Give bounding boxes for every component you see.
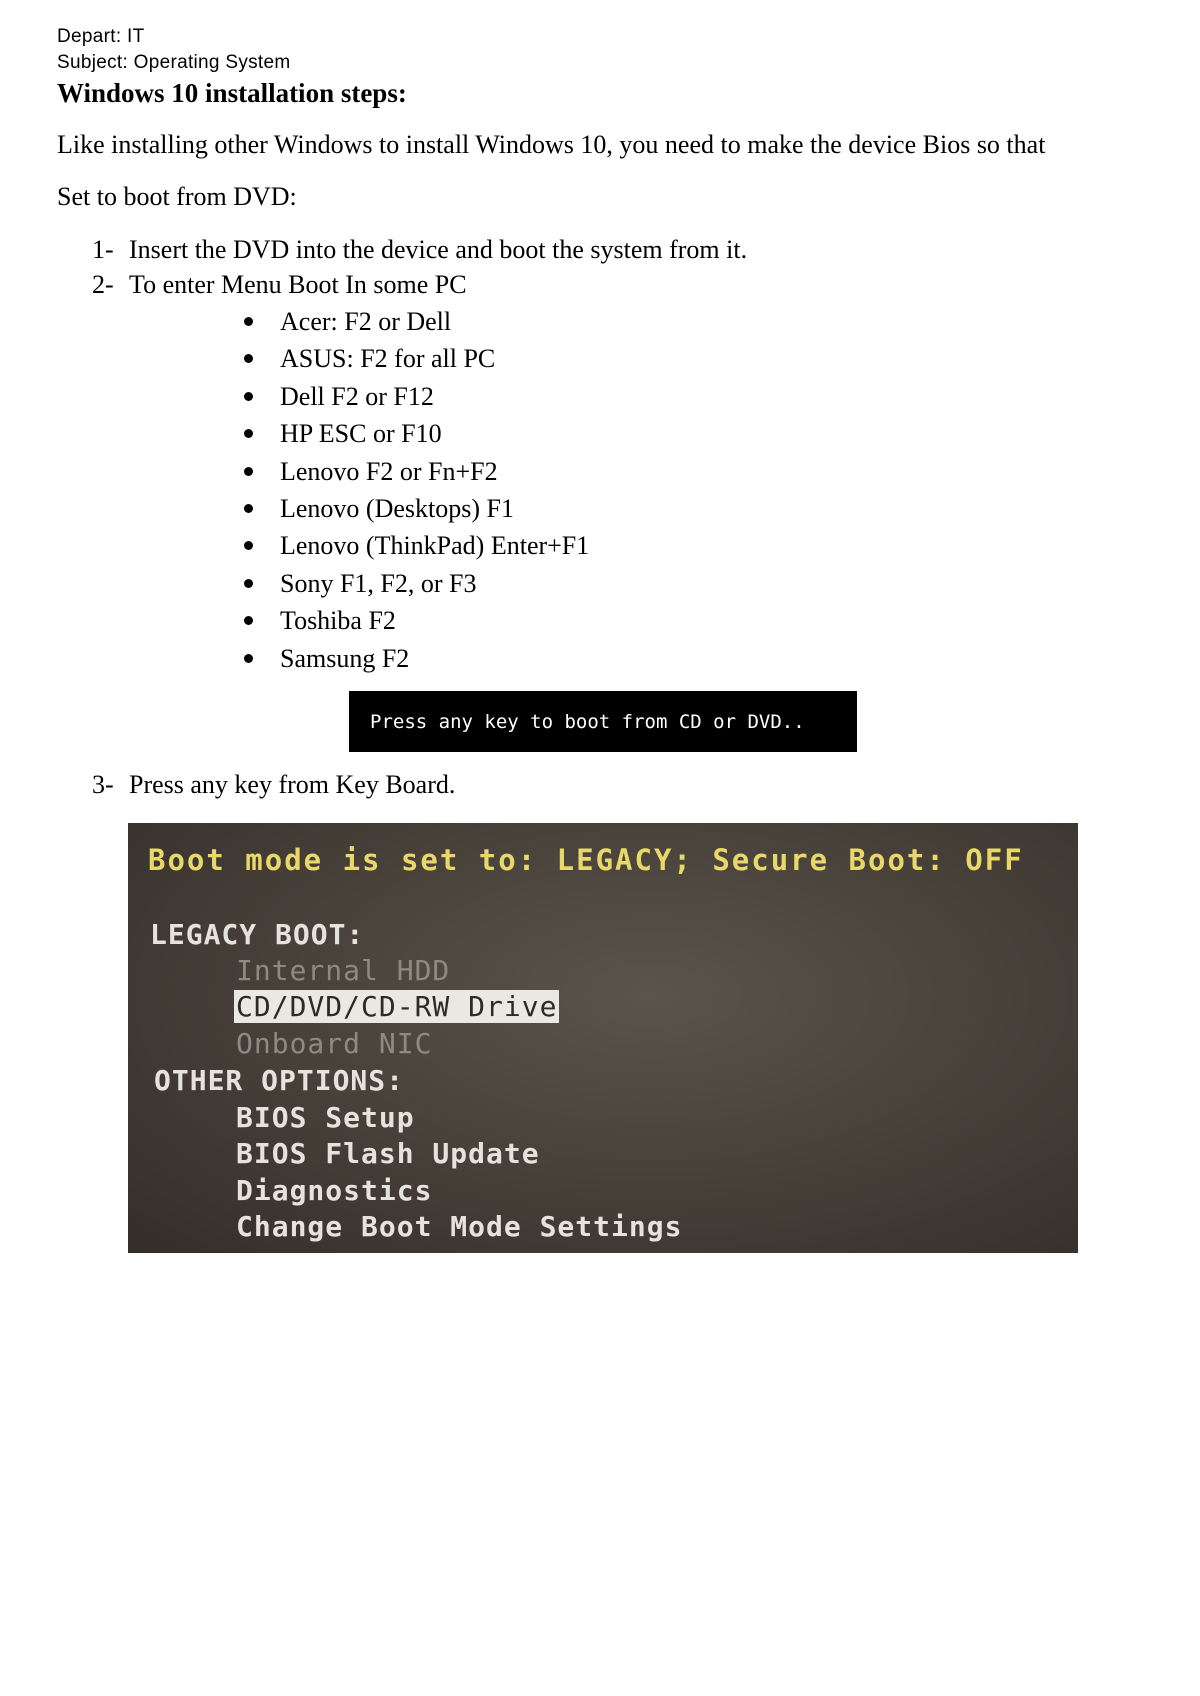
list-item: Dell F2 or F12 [244, 378, 589, 415]
step-text: Insert the DVD into the device and boot the system from it. [129, 235, 748, 264]
step-3 [92, 770, 455, 800]
list-item: ASUS: F2 for all PC [244, 340, 589, 377]
step-1 [92, 235, 747, 265]
step-number: 3- [92, 770, 114, 799]
department-label: Depart: IT [57, 26, 145, 47]
press-any-key-screenshot [349, 691, 857, 752]
bullet-icon [244, 429, 253, 438]
boot-option-cd-dvd [234, 990, 559, 1023]
bullet-icon [244, 504, 253, 513]
option-bios-flash-update: BIOS Flash Update [236, 1137, 540, 1170]
step-number: 1- [92, 235, 114, 264]
boot-mode-line: Boot mode is set to: LEGACY; Secure Boot: OFF [148, 843, 1024, 877]
intro-line-1: Like installing other Windows to install Windows 10, you need to make the device Bios so that [57, 130, 1046, 159]
list-item: Lenovo (ThinkPad) Enter+F1 [244, 527, 589, 564]
other-options-heading: OTHER OPTIONS: [154, 1064, 405, 1097]
step-2 [92, 270, 467, 300]
intro-line-2: Set to boot from DVD: [57, 182, 297, 211]
option-diagnostics: Diagnostics [236, 1174, 433, 1207]
selected-boot-option: CD/DVD/CD-RW Drive [236, 990, 558, 1023]
option-change-boot-mode: Change Boot Mode Settings [236, 1210, 683, 1243]
press-any-key-text: Press any key to boot from CD or DVD.. [370, 710, 805, 733]
option-bios-setup: BIOS Setup [236, 1101, 415, 1134]
step-text: To enter Menu Boot In some PC [129, 270, 467, 299]
boot-option-onboard-nic: Onboard NIC [236, 1027, 433, 1060]
bullet-icon [244, 354, 253, 363]
subject-label: Subject: Operating System [57, 52, 291, 73]
list-item: Lenovo (Desktops) F1 [244, 490, 589, 527]
list-item: HP ESC or F10 [244, 415, 589, 452]
list-item: Lenovo F2 or Fn+F2 [244, 453, 589, 490]
step-text: Press any key from Key Board. [129, 770, 456, 799]
bios-boot-menu-screenshot [128, 823, 1078, 1253]
bullet-icon [244, 467, 253, 476]
step-number: 2- [92, 270, 114, 299]
list-item: Sony F1, F2, or F3 [244, 565, 589, 602]
list-item: Toshiba F2 [244, 602, 589, 639]
bullet-icon [244, 317, 253, 326]
bullet-icon [244, 579, 253, 588]
bullet-icon [244, 392, 253, 401]
bullet-icon [244, 654, 253, 663]
boot-option-internal-hdd: Internal HDD [236, 954, 451, 987]
page-title: Windows 10 installation steps: [57, 78, 407, 108]
legacy-boot-heading: LEGACY BOOT: [150, 918, 365, 951]
list-item: Acer: F2 or Dell [244, 303, 589, 340]
bullet-icon [244, 616, 253, 625]
bullet-icon [244, 541, 253, 550]
boot-keys-list [244, 303, 589, 677]
list-item: Samsung F2 [244, 640, 589, 677]
